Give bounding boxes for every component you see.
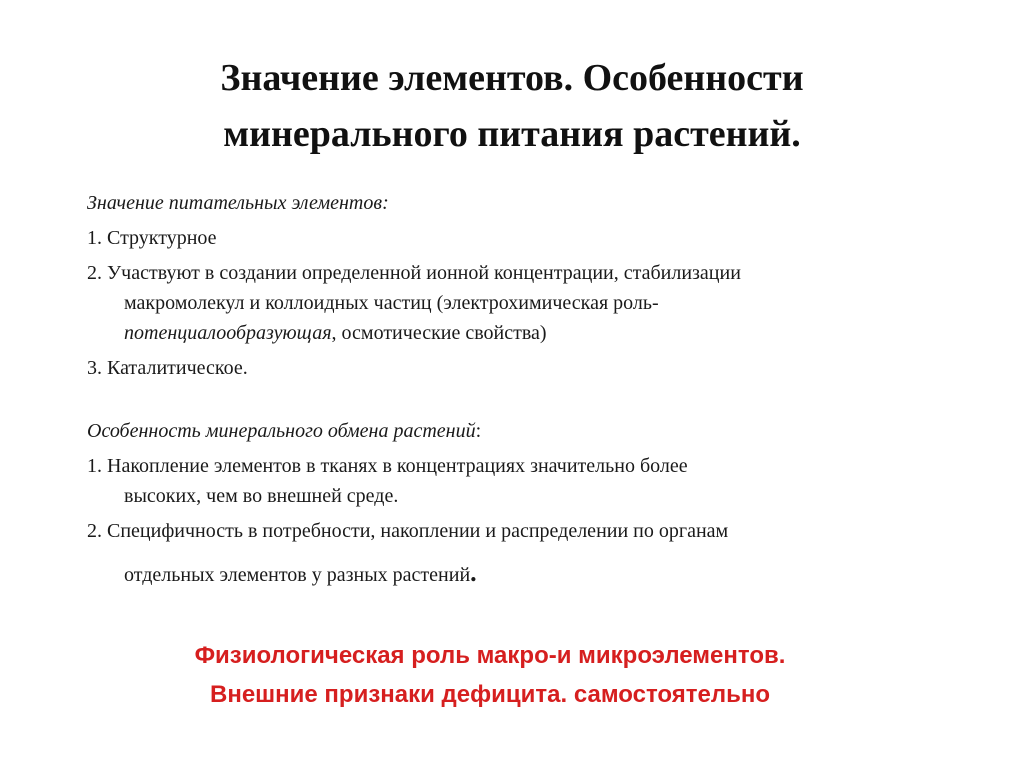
slide-title xyxy=(0,50,1024,162)
list-item xyxy=(87,451,967,511)
item-continuation: макромолекул и коллоидных частиц (электрохимическая роль- xyxy=(124,292,659,314)
item-text: Участвуют в создании определенной ионной концентрации, стабилизации xyxy=(102,262,741,284)
title-line-2: минерального питания растений. xyxy=(223,113,801,155)
heading-text: Значение питательных элементов xyxy=(87,192,383,214)
line-gap xyxy=(87,546,967,558)
item-number: 3. xyxy=(87,357,102,379)
heading-colon: : xyxy=(475,420,482,442)
list-item xyxy=(87,223,967,253)
item-text: Структурное xyxy=(102,227,217,249)
item-text: Специфичность в потребности, накоплении и распределении по органам xyxy=(102,520,729,542)
item-continuation: высоких, чем во внешней среде. xyxy=(124,485,399,507)
item-continuation xyxy=(87,318,967,348)
heading-text: Особенность минерального обмена растений xyxy=(87,420,476,442)
content-body xyxy=(87,188,967,590)
footer-line-1: Физиологическая роль макро-и микроэлементов. xyxy=(194,642,786,669)
end-dot: . xyxy=(470,558,477,587)
title-line-1: Значение элементов. Особенности xyxy=(220,57,804,99)
assignment-footer xyxy=(0,636,980,714)
list-item xyxy=(87,516,967,590)
item-text: Каталитическое. xyxy=(102,357,248,379)
item-continuation-text: отдельных элементов у разных растений xyxy=(124,564,471,586)
item-text: Накопление элементов в тканях в концентрациях значительно более xyxy=(102,455,688,477)
section-spacer xyxy=(87,383,967,416)
item-number: 1. xyxy=(87,455,102,477)
item-number: 2. xyxy=(87,520,102,542)
italic-term: потенциалообразующая xyxy=(124,322,332,344)
heading-colon: : xyxy=(382,192,389,214)
list-item xyxy=(87,258,967,348)
item-continuation-rest: , осмотические свойства) xyxy=(331,322,547,344)
section-heading-mineral-exchange xyxy=(87,416,967,446)
section-heading-nutrient-roles xyxy=(87,188,967,218)
item-number: 1. xyxy=(87,227,102,249)
footer-line-2: Внешние признаки дефицита. самостоятельно xyxy=(209,681,770,708)
item-continuation xyxy=(87,558,967,590)
item-number: 2. xyxy=(87,262,102,284)
list-item xyxy=(87,353,967,383)
